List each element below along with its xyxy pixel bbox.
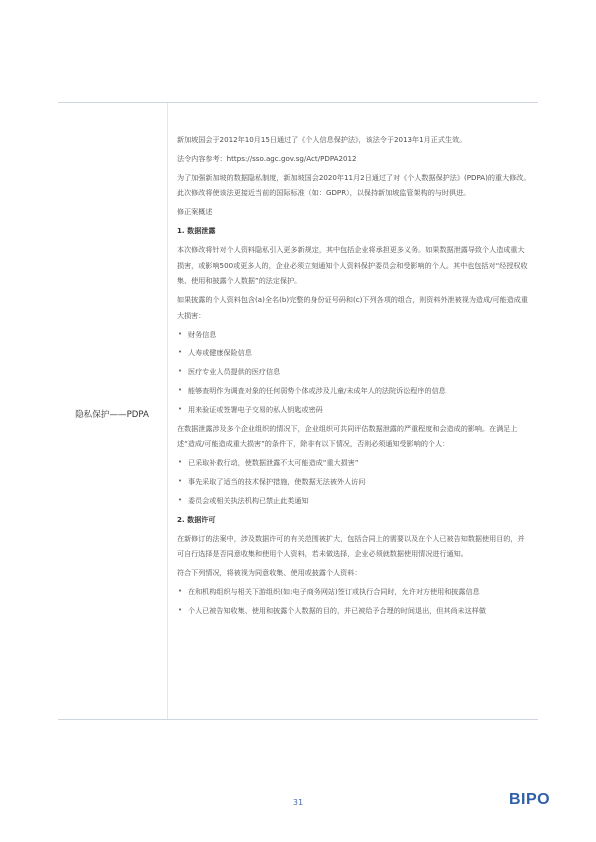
paragraph: 如果披露的个人资料包含(a)全名(b)完整的身份证号码和(c)下列各项的组合，则资料外泄被视为造成/可能造成重大损害： (177, 295, 528, 320)
section-label: 隐私保护——PDPA (75, 410, 149, 420)
bullet-icon: • (178, 386, 183, 395)
section-heading-data-breach: 1. 数据泄露 (177, 226, 216, 236)
bottom-rule (58, 719, 538, 720)
paragraph: 本次修改将针对个人资料隐私引入更多新规定，其中包括企业将承担更多义务。如果数据泄露导致个人造成重大损害，或影响500或更多人的，企业必须立刻通知个人资料保护委员会和受影响的个人。其中也包括对“经授权收集、使用和披露个人数据”的法定保护。 (177, 245, 528, 286)
list-item (177, 327, 531, 342)
list-item-text: 委员会或相关执法机构已禁止此类通知 (188, 495, 309, 505)
list-item-text: 在和机构组织与相关下游组织(如:电子商务网站)签订或执行合同时，允许对方使用和披露信息 (188, 587, 480, 597)
paragraph: 符合下列情况，将被视为同意收集、使用或披露个人资料： (177, 568, 362, 578)
bullet-icon: • (178, 458, 183, 467)
paragraph: 在新修订的法案中，涉及数据许可的有关范围被扩大，包括合同上的需要以及在个人已被告知数据使用目的，并可自行选择是否同意收集和使用个人资料，若未做选择，企业必须就数据使用情况进行通知。 (177, 533, 525, 559)
list-item-text: 用来验证或签署电子交易的私人钥匙或密码 (188, 404, 323, 414)
bullet-icon: • (178, 404, 183, 413)
list-item (177, 603, 531, 618)
bullet-icon: • (178, 587, 183, 596)
page-number: 31 (292, 798, 304, 807)
list-item (177, 584, 531, 599)
content-column (177, 132, 531, 622)
list-item-text: 财务信息 (188, 329, 217, 339)
list-item (177, 455, 531, 470)
list-item (177, 493, 531, 508)
column-divider (167, 103, 168, 719)
bullet-list (177, 327, 531, 418)
list-item-text: 人寿或健康保险信息 (188, 348, 252, 358)
top-rule (58, 102, 538, 103)
list-item-text: 已采取补救行动，使数据泄露不太可能造成“重大损害” (188, 458, 359, 468)
bullet-icon: • (178, 606, 183, 615)
list-item-text: 事先采取了适当的技术保护措施，使数据无法被外人访问 (188, 477, 366, 487)
bipo-logo: BIPO (509, 791, 551, 808)
intro-paragraph: 新加坡国会于2012年10月15日通过了《个人信息保护法》，该法令于2013年1月正式生效。 (177, 135, 467, 144)
bullet-icon: • (178, 348, 183, 357)
list-item (177, 345, 531, 360)
intro-paragraph: 修正案概述 (177, 207, 213, 217)
list-item (177, 474, 531, 489)
list-item-text: 个人已被告知收集、使用和披露个人数据的目的，并已被给予合理的时间退出，但其尚未这样做 (188, 606, 486, 616)
bullet-icon: • (178, 367, 183, 376)
list-item (177, 402, 531, 417)
section-heading-data-consent: 2. 数据许可 (177, 514, 216, 524)
intro-paragraph: 为了加强新加坡的数据隐私制度，新加坡国会2020年11月2日通过了对《个人数据保护法》(PDPA)的重大修改。此次修改将使该法更接近当前的国际标准（如：GDPR），以保持新加坡监管架构的与时俱进。 (177, 173, 531, 198)
list-item-text: 能够查明作为调查对象的任何弱势个体或涉及儿童/未成年人的法院诉讼程序的信息 (188, 386, 446, 396)
bullet-list (177, 584, 531, 618)
bullet-icon: • (178, 329, 183, 338)
bullet-icon: • (178, 495, 183, 504)
bullet-list (177, 455, 531, 508)
intro-paragraph: 法令内容参考：https://sso.agc.gov.sg/Act/PDPA2012 (177, 154, 357, 163)
bullet-icon: • (178, 477, 183, 486)
list-item (177, 383, 531, 398)
list-item-text: 医疗专业人员提供的医疗信息 (188, 367, 281, 377)
paragraph: 在数据泄露涉及多个企业组织的情况下，企业组织可共同评估数据泄露的严重程度和会造成的影响。在满足上述“造成/可能造成重大损害”的条件下，除非有以下情况，否则必须通知受影响的个人： (177, 423, 518, 449)
list-item (177, 364, 531, 379)
